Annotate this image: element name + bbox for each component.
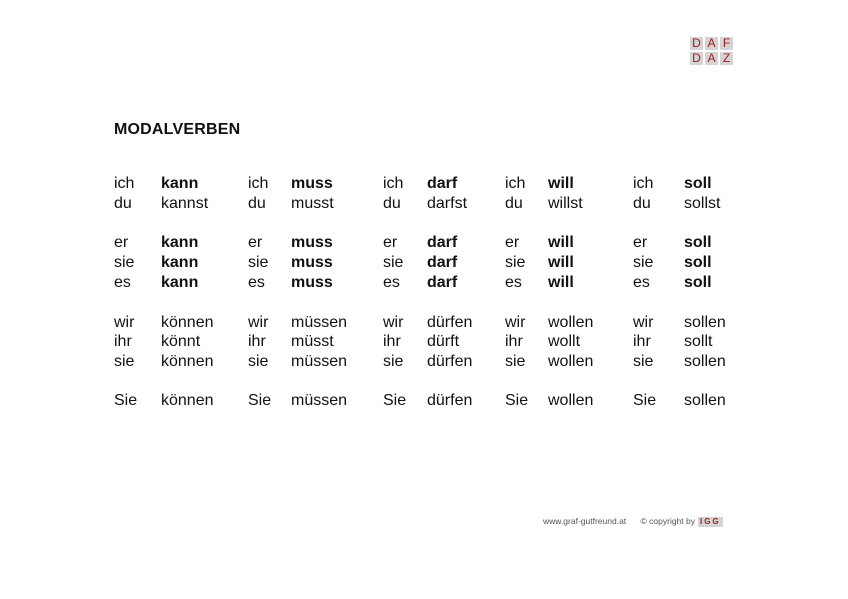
pronoun: Sie bbox=[248, 392, 272, 409]
verb-form: können bbox=[161, 314, 214, 331]
verb-form: könnt bbox=[161, 333, 201, 350]
pronoun: du bbox=[114, 195, 132, 212]
pronoun: sie bbox=[505, 353, 526, 370]
pronoun: sie bbox=[248, 254, 269, 271]
verb-form: muss bbox=[291, 274, 333, 291]
logo-letter: A bbox=[705, 37, 718, 50]
pronoun: sie bbox=[114, 254, 135, 271]
pronoun: wir bbox=[633, 314, 654, 331]
pronoun: sie bbox=[383, 254, 404, 271]
verb-form: kannst bbox=[161, 195, 209, 212]
pronoun: du bbox=[505, 195, 523, 212]
pronoun: ich bbox=[383, 175, 404, 192]
verb-form: kann bbox=[161, 175, 199, 192]
logo-letter: D bbox=[690, 37, 703, 50]
pronoun: Sie bbox=[114, 392, 138, 409]
pronoun: es bbox=[383, 274, 400, 291]
verb-form: sollt bbox=[684, 333, 713, 350]
pronoun: ich bbox=[248, 175, 269, 192]
verb-form: können bbox=[161, 353, 214, 370]
verb-form: kann bbox=[161, 254, 199, 271]
verb-form: darf bbox=[427, 274, 458, 291]
pronoun: du bbox=[248, 195, 266, 212]
verb-form: darfst bbox=[427, 195, 468, 212]
verb-form: soll bbox=[684, 175, 712, 192]
pronoun: Sie bbox=[633, 392, 657, 409]
pronoun: er bbox=[383, 234, 398, 251]
verb-form: sollst bbox=[684, 195, 721, 212]
verb-form: soll bbox=[684, 254, 712, 271]
verb-form: dürfen bbox=[427, 314, 473, 331]
pronoun: ihr bbox=[248, 333, 266, 350]
verb-form: will bbox=[548, 254, 574, 271]
verb-form: müsst bbox=[291, 333, 334, 350]
verb-form: willst bbox=[548, 195, 583, 212]
verb-form: muss bbox=[291, 175, 333, 192]
verb-form: sollen bbox=[684, 392, 726, 409]
pronoun: er bbox=[633, 234, 648, 251]
verb-form: muss bbox=[291, 234, 333, 251]
verb-form: will bbox=[548, 234, 574, 251]
logo-letter: D bbox=[690, 52, 703, 65]
igg-badge: IGG bbox=[699, 517, 721, 526]
pronoun: es bbox=[633, 274, 650, 291]
pronoun: sie bbox=[114, 353, 135, 370]
pronoun: wir bbox=[248, 314, 269, 331]
verb-form: wollen bbox=[548, 392, 594, 409]
verb-form: sollen bbox=[684, 314, 726, 331]
pronoun: Sie bbox=[505, 392, 529, 409]
verb-form: darf bbox=[427, 175, 458, 192]
pronoun: sie bbox=[505, 254, 526, 271]
pronoun: es bbox=[248, 274, 265, 291]
pronoun: ihr bbox=[383, 333, 401, 350]
pronoun: es bbox=[114, 274, 131, 291]
pronoun: Sie bbox=[383, 392, 407, 409]
pronoun: wir bbox=[114, 314, 135, 331]
footer-copyright: © copyright by bbox=[640, 516, 695, 526]
pronoun: er bbox=[505, 234, 520, 251]
pronoun: er bbox=[114, 234, 129, 251]
dafdaz-logo bbox=[690, 37, 734, 65]
verb-form: können bbox=[161, 392, 214, 409]
verb-form: wollen bbox=[548, 353, 594, 370]
pronoun: sie bbox=[248, 353, 269, 370]
pronoun: sie bbox=[633, 353, 654, 370]
verb-form: musst bbox=[291, 195, 334, 212]
pronoun: ich bbox=[114, 175, 135, 192]
pronoun: wir bbox=[383, 314, 404, 331]
verb-form: kann bbox=[161, 274, 199, 291]
pronoun: du bbox=[383, 195, 401, 212]
verb-form: müssen bbox=[291, 314, 348, 331]
pronoun: ich bbox=[633, 175, 654, 192]
verb-form: soll bbox=[684, 234, 712, 251]
pronoun: ihr bbox=[114, 333, 132, 350]
page-title: MODALVERBEN bbox=[114, 121, 241, 138]
pronoun: sie bbox=[633, 254, 654, 271]
verb-form: dürft bbox=[427, 333, 460, 350]
footer bbox=[543, 516, 723, 527]
pronoun: sie bbox=[383, 353, 404, 370]
pronoun: ihr bbox=[505, 333, 523, 350]
verb-form: dürfen bbox=[427, 353, 473, 370]
footer-url[interactable]: www.graf-gutfreund.at bbox=[543, 516, 627, 526]
verb-form: dürfen bbox=[427, 392, 473, 409]
verb-form: müssen bbox=[291, 392, 348, 409]
pronoun: es bbox=[505, 274, 522, 291]
verb-form: wollen bbox=[548, 314, 594, 331]
verb-form: kann bbox=[161, 234, 199, 251]
pronoun: ihr bbox=[633, 333, 651, 350]
verb-form: darf bbox=[427, 254, 458, 271]
pronoun: er bbox=[248, 234, 263, 251]
pronoun: ich bbox=[505, 175, 526, 192]
verb-form: will bbox=[548, 274, 574, 291]
verb-form: will bbox=[548, 175, 574, 192]
pronoun: wir bbox=[505, 314, 526, 331]
verb-form: sollen bbox=[684, 353, 726, 370]
verb-form: darf bbox=[427, 234, 458, 251]
verb-form: soll bbox=[684, 274, 712, 291]
logo-letter: A bbox=[705, 52, 718, 65]
logo-letter: Z bbox=[720, 52, 733, 65]
verb-form: müssen bbox=[291, 353, 348, 370]
verb-form: muss bbox=[291, 254, 333, 271]
verb-form: wollt bbox=[548, 333, 581, 350]
pronoun: du bbox=[633, 195, 651, 212]
logo-letter: F bbox=[720, 37, 733, 50]
